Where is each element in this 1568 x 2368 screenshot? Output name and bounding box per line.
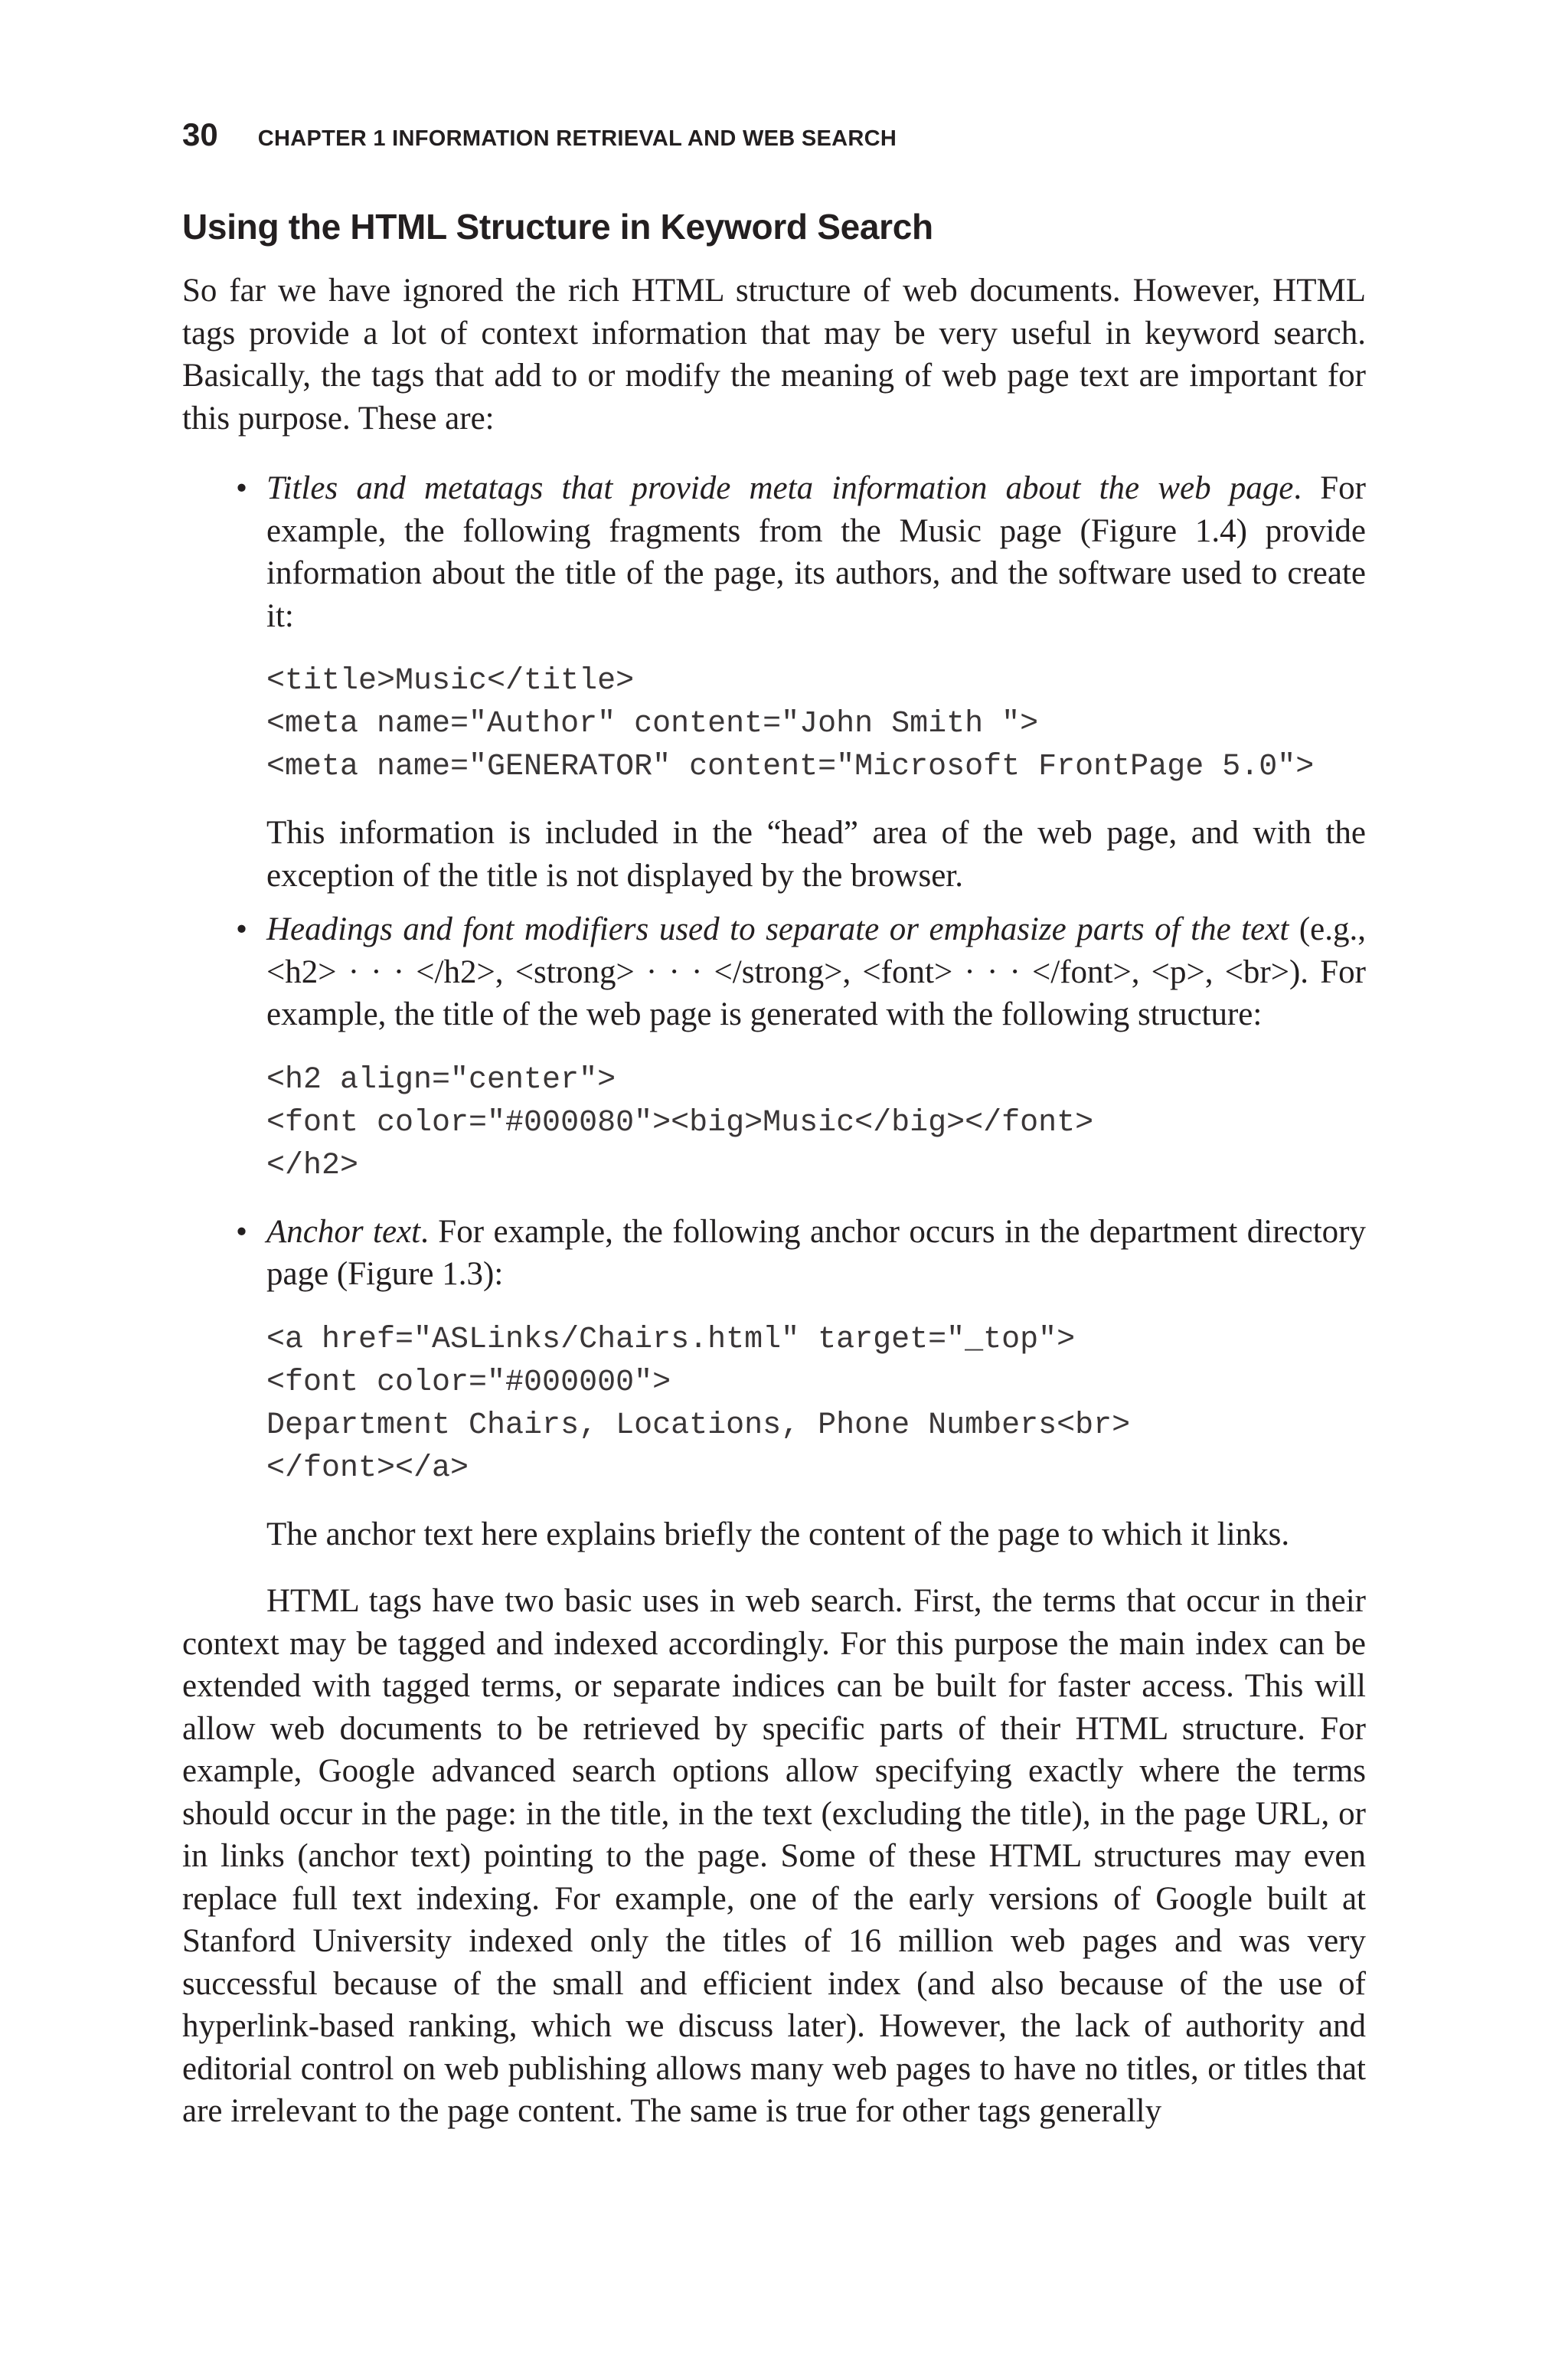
- intro-paragraph: So far we have ignored the rich HTML structure of web documents. However, HTML tags provide a lot of context information that may be very useful in keyword search. Basically, the tags that add to or modify the meaning of web page text are important for this purpose. These are:: [182, 273, 1366, 437]
- bullet-marker: •: [236, 1213, 248, 1250]
- body-text: [182, 270, 1366, 2133]
- code-block-meta: <title>Music</title> <meta name="Author" content="John Smith "> <meta name="GENERATOR" content="Microsoft FrontPage 5.0">: [266, 664, 1315, 784]
- bullet-text: . For example, the following anchor occurs in the department directory page (Figure 1.3):: [266, 1213, 1366, 1292]
- bullet-text: (e.g., <h2> · · · </h2>, <strong> · · · </strong>, <font> · · · </font>, <p>, <br>). For example, the title of the web page is generated with the following structure:: [266, 911, 1367, 1032]
- bullet-paragraph: [266, 908, 1366, 1036]
- bullet-marker: •: [236, 911, 248, 947]
- bullet-marker: •: [236, 470, 248, 506]
- bullet-paragraph: [266, 1211, 1366, 1296]
- code-block-anchor: <a href="ASLinks/Chairs.html" target="_top"> <font color="#000000"> Department Chairs, Locations, Phone Numbers<br> </font></a>: [266, 1322, 1131, 1486]
- page-number: 30: [182, 116, 218, 152]
- bullet-heading: Anchor text: [266, 1213, 421, 1250]
- bullet-heading: Headings and font modifiers used to separate or emphasize parts of the text: [266, 911, 1289, 947]
- book-page: [182, 0, 1366, 2368]
- bullet-followup: This information is included in the “head” area of the web page, and with the exception of the title is not displayed by the browser.: [266, 815, 1366, 894]
- bullet-titles-metatags: [182, 467, 1366, 897]
- bullet-anchor-text: [182, 1211, 1366, 1556]
- bullet-heading: Titles and metatags that provide meta information about the web page: [266, 470, 1294, 506]
- running-head: [182, 116, 897, 154]
- closing-paragraph: HTML tags have two basic uses in web search. First, the terms that occur in their context may be tagged and indexed accordingly. For this purpose the main index can be extended with tagged terms, or separate indices can be built for faster access. This will allow web documents to be retrieved by specific parts of their HTML structure. For example, Google advanced search options allow specifying exactly where the terms should occur in the page: in the title, in the text (excluding the title), in the page URL, or in links (anchor text) pointing to the page. Some of these HTML structures may even replace full text indexing. For example, one of the early versions of Google built at Stanford University indexed only the titles of 16 million web pages and was very successful because of the small and efficient index (and also because of the use of hyperlink-based ranking, which we discuss later). However, the lack of authority and editorial control on web publishing allows many web pages to have no titles, or titles that are irrelevant to the page content. The same is true for other tags generally: [182, 1583, 1366, 2129]
- bullet-headings-fonts: [182, 908, 1366, 1188]
- tag-types-list: [182, 467, 1366, 1555]
- code-block-heading: <h2 align="center"> <font color="#000080"><big>Music</big></font> </h2>: [266, 1062, 1094, 1183]
- chapter-running-title: CHAPTER 1 INFORMATION RETRIEVAL AND WEB SEARCH: [257, 126, 897, 151]
- section-heading: Using the HTML Structure in Keyword Search: [182, 207, 933, 247]
- bullet-paragraph: [266, 467, 1366, 637]
- bullet-followup: The anchor text here explains briefly the content of the page to which it links.: [266, 1516, 1290, 1552]
- bullet-text: . For example, the following fragments from the Music page (Figure 1.4) provide information about the title of the page, its authors, and the software used to create it:: [266, 470, 1367, 634]
